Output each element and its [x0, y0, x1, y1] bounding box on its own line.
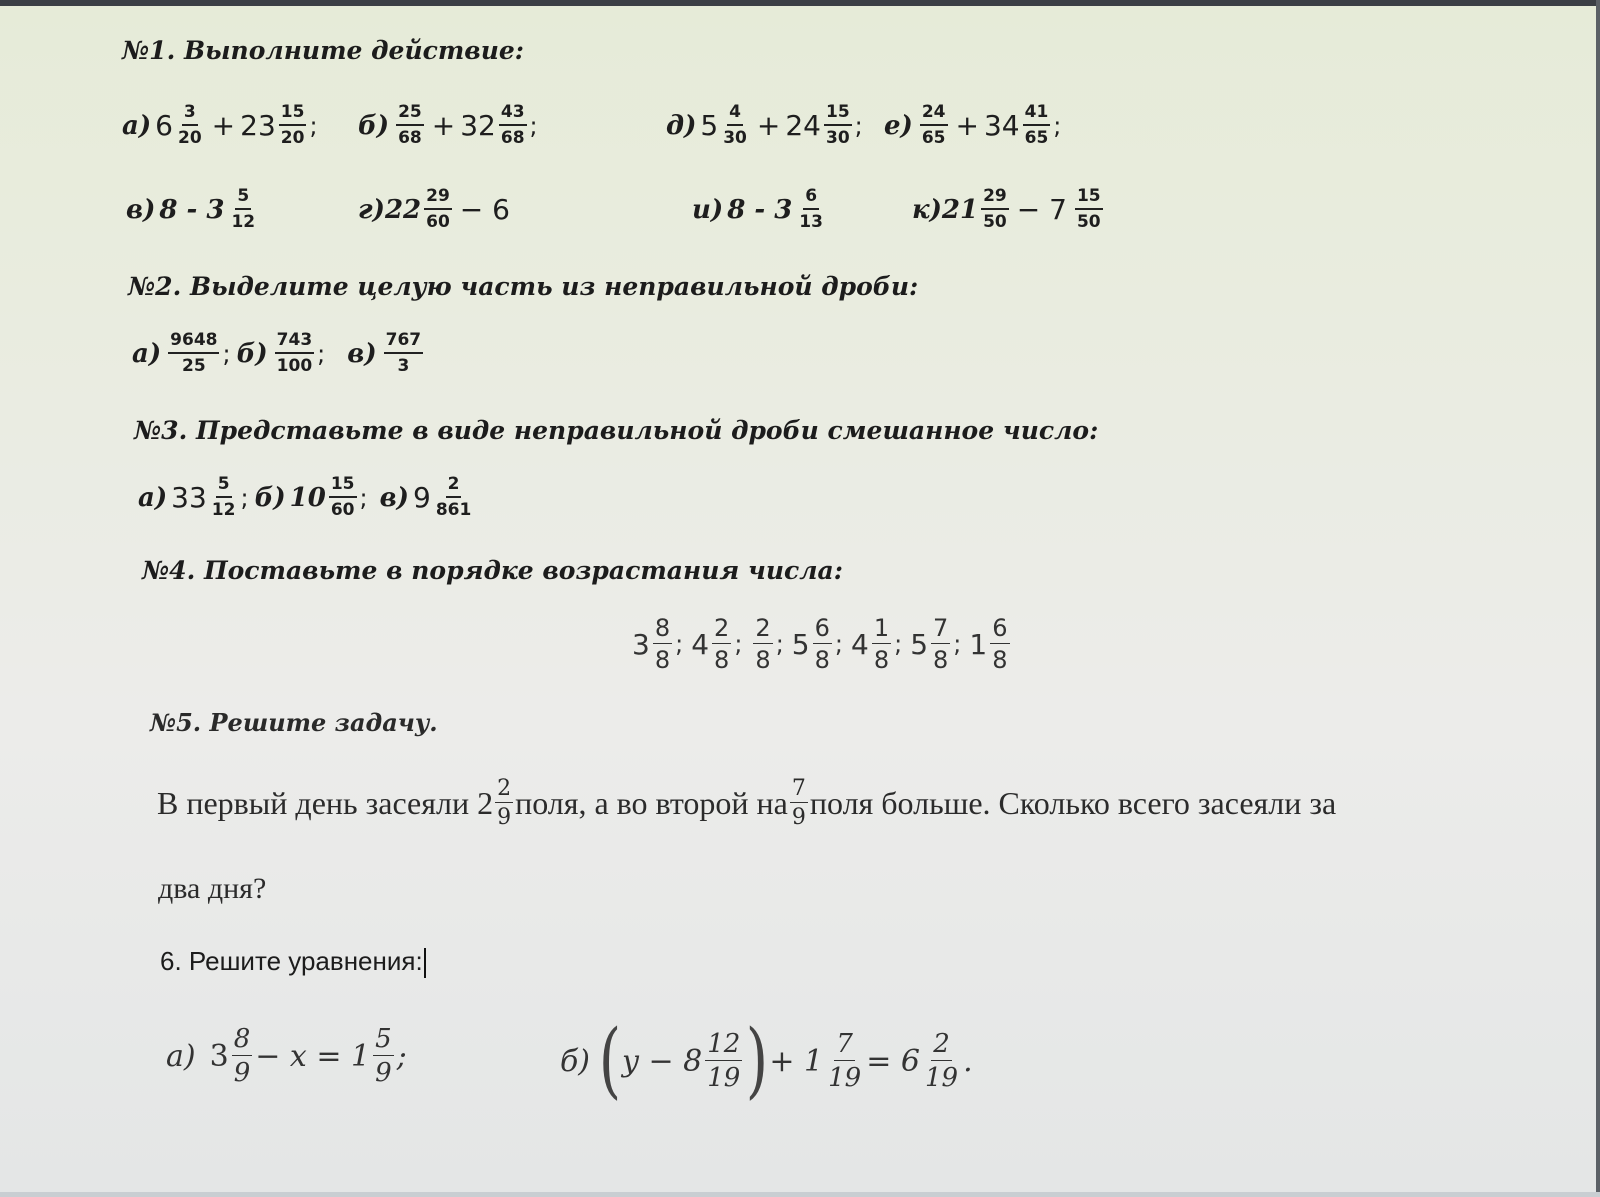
- separator: ;: [834, 630, 843, 658]
- task4-title: №4. Поставьте в порядке возрастания числа:: [142, 556, 843, 585]
- fraction: $\frac{7}{9}$: [791, 776, 806, 830]
- task1-item-d: д) 5 $\frac{4}{30}$ + 24 $\frac{15}{30}$ ;: [666, 102, 863, 148]
- task5-text-line2: два дня?: [158, 872, 267, 905]
- separator: ;: [953, 630, 962, 658]
- task3-title: №3. Представьте в виде неправильной дроби смешанное число:: [134, 416, 1099, 445]
- mixed-number: 5 $\frac{7}{8}$: [910, 614, 949, 674]
- fraction: $\frac{29}{50}$: [983, 186, 1007, 232]
- task1-item-a: а) 6 $\frac{3}{20}$ + 23 $\frac{15}{20}$ ;: [122, 102, 318, 148]
- fraction: $\frac{43}{68}$: [500, 102, 525, 148]
- monitor-right-edge: [1596, 0, 1600, 1197]
- task5-text-line1: В первый день засеяли 2 $\frac{2}{9}$ поля, а во второй на $\frac{7}{9}$ поля больше. Сколько всего засеяли за: [157, 776, 1337, 830]
- task2-items: [132, 332, 426, 375]
- fraction: $\frac{41}{65}$: [1024, 102, 1049, 148]
- fraction: $\frac{25}{68}$: [398, 102, 422, 148]
- task2-title: №2. Выделите целую часть из неправильной дроби:: [128, 272, 919, 301]
- task5-title: №5. Решите задачу.: [150, 708, 438, 737]
- task1-title: №1. Выполните действие:: [122, 36, 525, 65]
- fraction: $\frac{5}{12}$: [231, 186, 256, 232]
- fraction: $\frac{15}{20}$: [280, 102, 305, 148]
- task1-item-k: к) 21 $\frac{29}{50}$ − 7 $\frac{15}{50}$: [912, 186, 1101, 232]
- fraction: $\frac{2}{861}$: [435, 474, 472, 520]
- task3-items: [138, 476, 476, 519]
- task1-item-b: б) $\frac{25}{68}$ + 32 $\frac{43}{68}$ ;: [358, 102, 538, 148]
- fraction: $\frac{15}{60}$: [330, 474, 355, 520]
- separator: ;: [675, 630, 684, 658]
- mixed-number: 4 $\frac{1}{8}$: [850, 614, 890, 674]
- task6-title: 6. Решите уравнения:: [160, 946, 426, 978]
- fraction: $\frac{15}{50}$: [1076, 186, 1101, 232]
- text-cursor: [424, 948, 426, 978]
- task3-item-b: б) 10 $\frac{15}{60}$ ;: [254, 474, 368, 520]
- fraction: $\frac{6}{13}$: [799, 186, 823, 232]
- fraction: $\frac{7}{8}$: [933, 614, 949, 674]
- separator: ;: [775, 630, 784, 658]
- task1-item-e: е) $\frac{24}{65}$ + 34 $\frac{41}{65}$ ;: [884, 102, 1062, 148]
- fraction: $\frac{2}{8}$: [755, 614, 771, 674]
- fraction: $\frac{3}{20}$: [177, 102, 202, 148]
- fraction: $\frac{5}{12}$: [211, 474, 236, 520]
- task6-equation-a: а) 3 $\frac{8}{9}$ − x = 1 $\frac{5}{9}$ ;: [166, 1024, 407, 1088]
- task2-item-a: а) $\frac{9648}{25}$ ;: [132, 330, 231, 376]
- fraction: $\frac{1}{8}$: [873, 614, 890, 674]
- mixed-number: 4 $\frac{2}{8}$: [691, 614, 730, 674]
- fraction: $\frac{2}{9}$: [497, 776, 512, 830]
- fraction: $\frac{9648}{25}$: [170, 330, 218, 376]
- task1-item-i: и) 8 - 3 $\frac{6}{13}$: [692, 186, 823, 232]
- task4-numbers: [632, 616, 1013, 672]
- fraction: $\frac{2}{19}$: [924, 1029, 959, 1093]
- task2-item-b: б) $\frac{743}{100}$ ;: [236, 330, 326, 376]
- separator: ;: [734, 630, 743, 658]
- task2-item-v: в) $\frac{767}{3}$: [347, 330, 422, 376]
- fraction: $\frac{767}{3}$: [385, 330, 422, 376]
- fraction: $\frac{5}{9}$: [375, 1024, 392, 1088]
- fraction: $\frac{743}{100}$: [276, 330, 313, 376]
- fraction: $\frac{7}{19}$: [828, 1029, 862, 1093]
- fraction: $\frac{6}{8}$: [814, 614, 830, 674]
- fraction: $\frac{29}{60}$: [426, 186, 450, 232]
- fraction: $\frac{12}{19}$: [707, 1029, 741, 1093]
- monitor-top-edge: [0, 0, 1600, 6]
- fraction: $\frac{4}{30}$: [723, 102, 747, 148]
- fraction: $\frac{6}{8}$: [992, 614, 1008, 674]
- fraction: $\frac{8}{9}$: [233, 1024, 251, 1088]
- task6-equation-b: б) ( y − 8 $\frac{12}{19}$ ) + 1 $\frac{7}{19}$ = 6 $\frac{2}{19}$ .: [560, 1013, 973, 1108]
- mixed-number: 3 $\frac{8}{8}$: [632, 614, 671, 674]
- mixed-number: 1 $\frac{6}{8}$: [969, 614, 1008, 674]
- fraction: $\frac{15}{30}$: [826, 102, 850, 148]
- mixed-number: 5 $\frac{6}{8}$: [791, 614, 830, 674]
- task1-item-g: г) 22 $\frac{29}{60}$ − 6: [358, 186, 510, 232]
- fraction: $\frac{8}{8}$: [654, 614, 671, 674]
- task3-item-v: в) 9 $\frac{2}{861}$: [379, 474, 472, 520]
- fraction: $\frac{24}{65}$: [921, 102, 946, 148]
- monitor-bottom-edge: [0, 1192, 1600, 1197]
- separator: ;: [894, 630, 903, 658]
- task1-item-v: в) 8 - 3 $\frac{5}{12}$: [126, 186, 256, 232]
- mixed-number: [750, 616, 775, 672]
- task3-item-a: а) 33 $\frac{5}{12}$ ;: [138, 474, 249, 520]
- fraction: $\frac{2}{8}$: [714, 614, 730, 674]
